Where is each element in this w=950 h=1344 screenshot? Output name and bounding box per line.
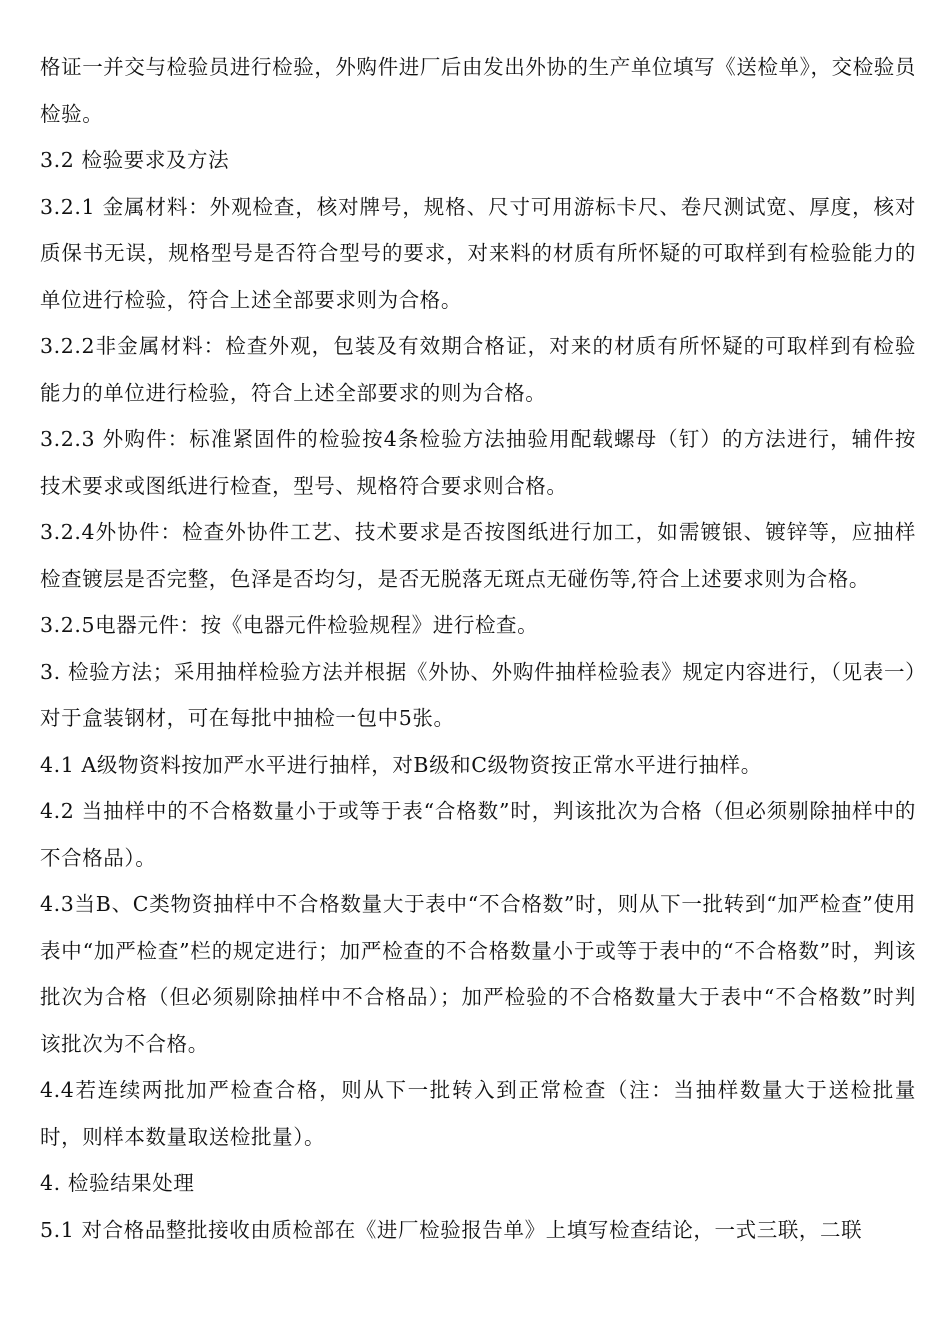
paragraph-4-3: 4.3当B、C类物资抽样中不合格数量大于表中“不合格数”时，则从下一批转到“加严检查”使用表中“加严检查”栏的规定进行；加严检查的不合格数量小于或等于表中的“不合格数”时，判该批次为合格（但必须剔除抽样中不合格品）；加严检验的不合格数量大于表中“不合格数”时判该批次为不合格。 [40, 892, 916, 1056]
section-heading-3-2: 3.2 检验要求及方法 [40, 148, 230, 172]
paragraph-3-2-4: 3.2.4外协件：检查外协件工艺、技术要求是否按图纸进行加工，如需镀银、镀锌等，应抽样检查镀层是否完整，色泽是否均匀，是否无脱落无斑点无碰伤等,符合上述要求则为合格。 [40, 520, 916, 591]
paragraph-4-4: 4.4若连续两批加严检查合格，则从下一批转入到正常检查（注：当抽样数量大于送检批量时，则样本数量取送检批量）。 [40, 1078, 916, 1149]
paragraph-inspection-method: 3. 检验方法；采用抽样检验方法并根据《外协、外购件抽样检验表》规定内容进行，（见表一）对于盒装钢材，可在每批中抽检一包中5张。 [40, 659, 916, 730]
paragraph-3-2-5: 3.2.5电器元件：按《电器元件检验规程》进行检查。 [40, 613, 539, 637]
paragraph-3-2-1: 3.2.1 金属材料：外观检查，核对牌号，规格、尺寸可用游标卡尺、卷尺测试宽、厚度，核对质保书无误，规格型号是否符合型号的要求，对来料的材质有所怀疑的可取样到有检验能力的单位进行检验，符合上述全部要求则为合格。 [40, 194, 916, 312]
document-page [40, 44, 916, 1253]
paragraph-4-2: 4.2 当抽样中的不合格数量小于或等于表“合格数”时，判该批次为合格（但必须剔除抽样中的不合格品）。 [40, 799, 916, 870]
section-heading-result-handling: 4. 检验结果处理 [40, 1171, 195, 1195]
paragraph-continuation: 格证一并交与检验员进行检验，外购件进厂后由发出外协的生产单位填写《送检单》，交检验员检验。 [40, 55, 916, 126]
paragraph-3-2-3: 3.2.3 外购件：标准紧固件的检验按4条检验方法抽验用配载螺母（钉）的方法进行，辅件按技术要求或图纸进行检查，型号、规格符合要求则合格。 [40, 427, 916, 498]
paragraph-5-1: 5.1 对合格品整批接收由质检部在《进厂检验报告单》上填写检查结论，一式三联，二联 [40, 1217, 863, 1242]
paragraph-4-1: 4.1 A级物资料按加严水平进行抽样，对B级和C级物资按正常水平进行抽样。 [40, 752, 762, 777]
paragraph-3-2-2: 3.2.2非金属材料：检查外观，包装及有效期合格证，对来的材质有所怀疑的可取样到有检验能力的单位进行检验，符合上述全部要求的则为合格。 [40, 334, 916, 405]
